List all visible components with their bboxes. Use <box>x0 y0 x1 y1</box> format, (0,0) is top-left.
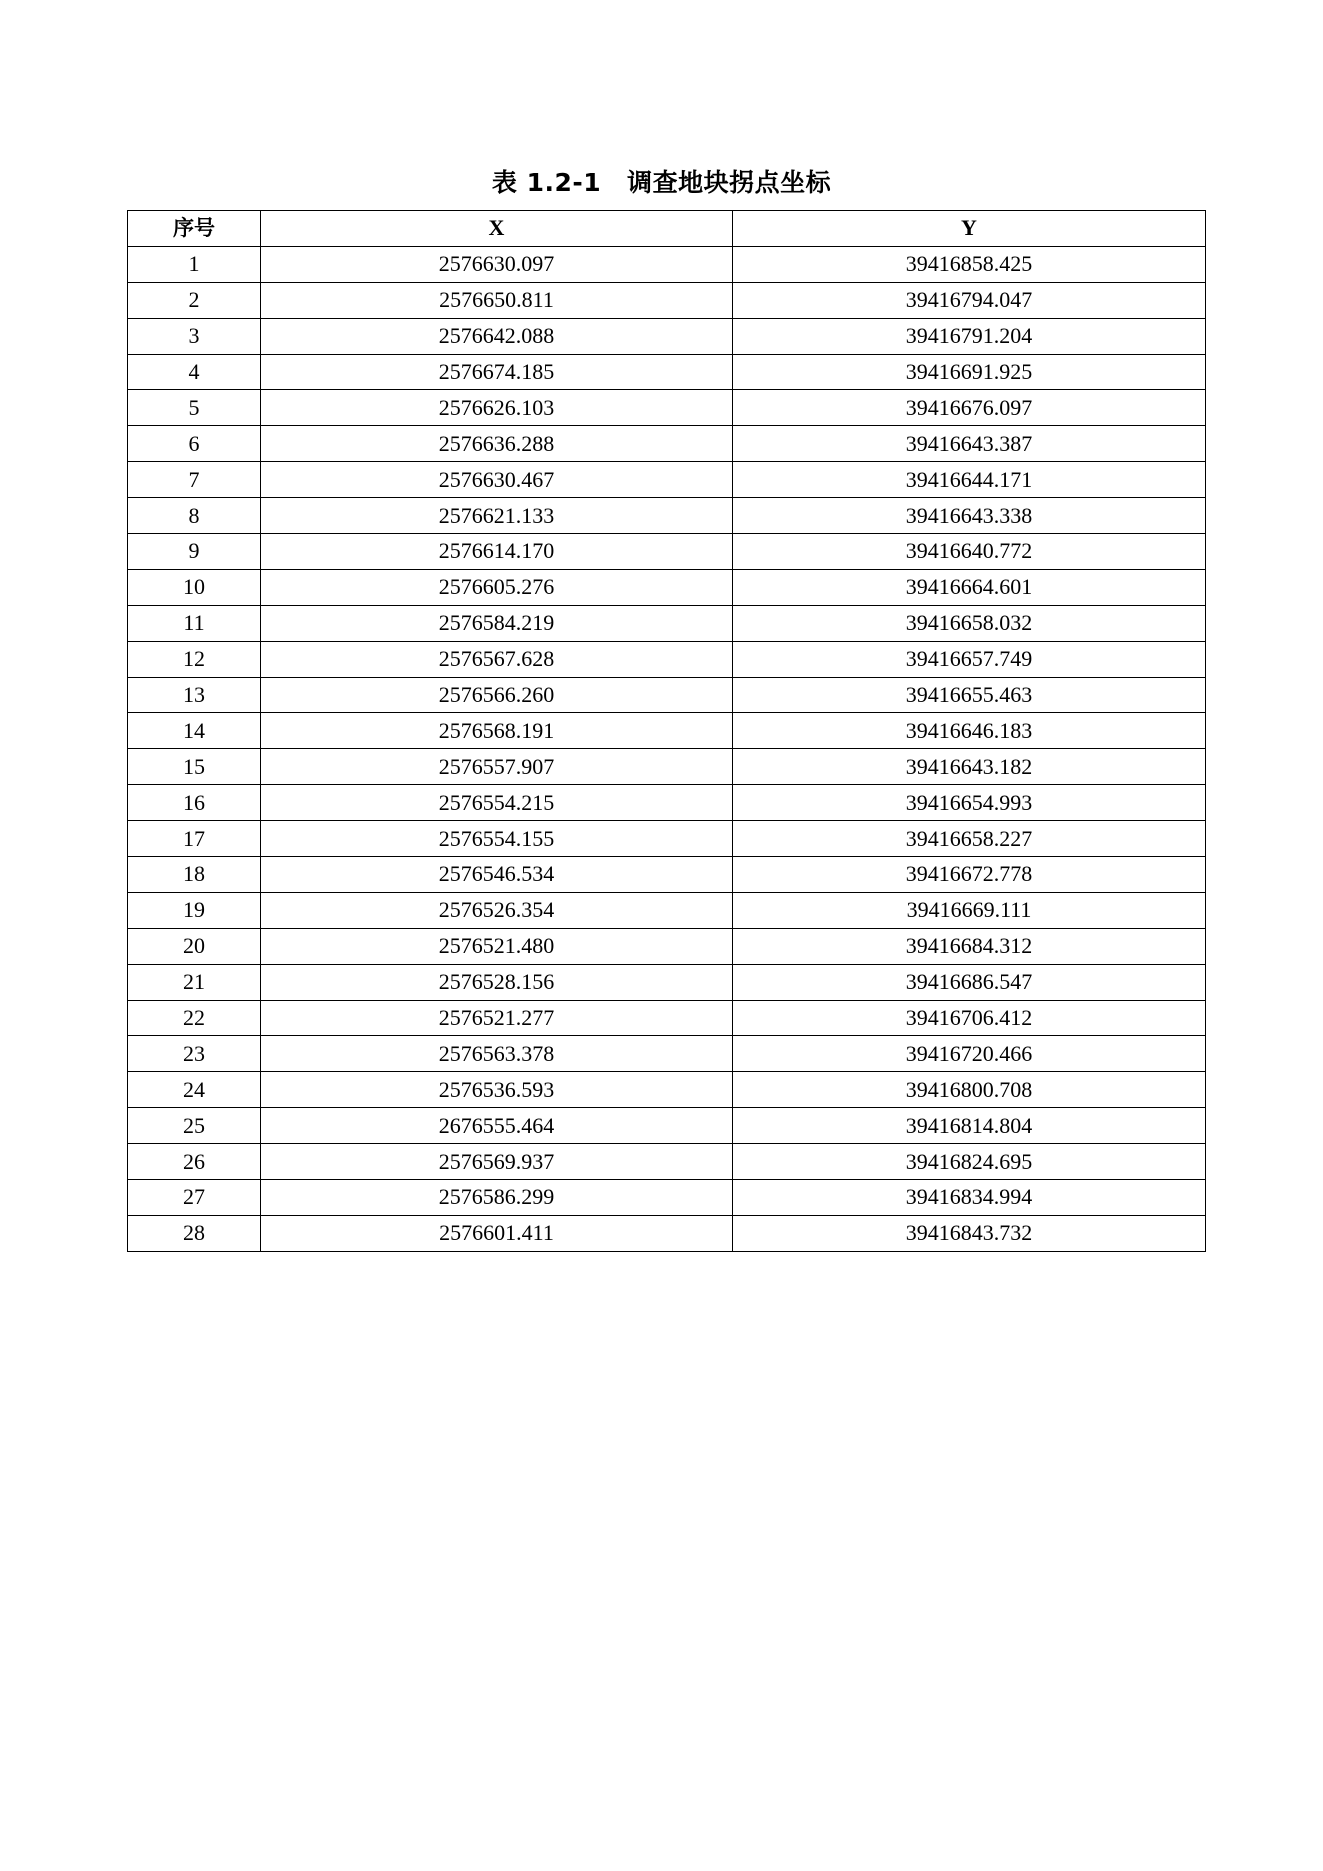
cell-index: 4 <box>128 354 261 390</box>
cell-y: 39416669.111 <box>733 892 1206 928</box>
cell-x: 2576568.191 <box>261 713 733 749</box>
cell-index: 24 <box>128 1072 261 1108</box>
table-row <box>128 785 1206 821</box>
cell-index: 20 <box>128 928 261 964</box>
table-row <box>128 246 1206 282</box>
table-number: 表 1.2-1 <box>491 168 602 197</box>
cell-x: 2576526.354 <box>261 892 733 928</box>
table-caption <box>0 166 1323 200</box>
table-row <box>128 1108 1206 1144</box>
cell-index: 3 <box>128 318 261 354</box>
cell-x: 2576521.277 <box>261 1000 733 1036</box>
table-row <box>128 964 1206 1000</box>
column-header-x: X <box>261 211 733 247</box>
table-row <box>128 821 1206 857</box>
cell-x: 2576569.937 <box>261 1144 733 1180</box>
cell-index: 22 <box>128 1000 261 1036</box>
cell-index: 15 <box>128 749 261 785</box>
cell-x: 2576621.133 <box>261 498 733 534</box>
cell-index: 18 <box>128 857 261 893</box>
cell-x: 2576521.480 <box>261 928 733 964</box>
cell-y: 39416644.171 <box>733 462 1206 498</box>
cell-y: 39416643.182 <box>733 749 1206 785</box>
table-row <box>128 318 1206 354</box>
table-row <box>128 1144 1206 1180</box>
cell-y: 39416643.338 <box>733 498 1206 534</box>
cell-y: 39416655.463 <box>733 677 1206 713</box>
cell-x: 2576528.156 <box>261 964 733 1000</box>
table-row <box>128 569 1206 605</box>
cell-index: 26 <box>128 1144 261 1180</box>
cell-y: 39416858.425 <box>733 246 1206 282</box>
cell-index: 6 <box>128 426 261 462</box>
cell-index: 25 <box>128 1108 261 1144</box>
cell-index: 19 <box>128 892 261 928</box>
cell-x: 2576605.276 <box>261 569 733 605</box>
cell-index: 11 <box>128 605 261 641</box>
cell-y: 39416676.097 <box>733 390 1206 426</box>
cell-x: 2576630.097 <box>261 246 733 282</box>
table-row <box>128 1000 1206 1036</box>
cell-x: 2576630.467 <box>261 462 733 498</box>
cell-index: 27 <box>128 1180 261 1216</box>
cell-index: 14 <box>128 713 261 749</box>
cell-y: 39416640.772 <box>733 534 1206 570</box>
cell-x: 2576554.155 <box>261 821 733 857</box>
cell-x: 2576601.411 <box>261 1215 733 1251</box>
cell-index: 28 <box>128 1215 261 1251</box>
cell-x: 2576614.170 <box>261 534 733 570</box>
cell-x: 2576642.088 <box>261 318 733 354</box>
table-row <box>128 857 1206 893</box>
cell-index: 16 <box>128 785 261 821</box>
cell-x: 2676555.464 <box>261 1108 733 1144</box>
table-row <box>128 498 1206 534</box>
cell-x: 2576554.215 <box>261 785 733 821</box>
table-row <box>128 605 1206 641</box>
cell-y: 39416658.227 <box>733 821 1206 857</box>
cell-y: 39416672.778 <box>733 857 1206 893</box>
cell-x: 2576626.103 <box>261 390 733 426</box>
cell-y: 39416691.925 <box>733 354 1206 390</box>
cell-index: 8 <box>128 498 261 534</box>
cell-x: 2576650.811 <box>261 282 733 318</box>
table-header-row <box>128 211 1206 247</box>
cell-y: 39416654.993 <box>733 785 1206 821</box>
cell-x: 2576636.288 <box>261 426 733 462</box>
cell-y: 39416706.412 <box>733 1000 1206 1036</box>
cell-index: 5 <box>128 390 261 426</box>
cell-y: 39416720.466 <box>733 1036 1206 1072</box>
cell-x: 2576566.260 <box>261 677 733 713</box>
table-row <box>128 1072 1206 1108</box>
table-row <box>128 354 1206 390</box>
cell-x: 2576567.628 <box>261 641 733 677</box>
table-row <box>128 426 1206 462</box>
cell-index: 1 <box>128 246 261 282</box>
cell-index: 17 <box>128 821 261 857</box>
cell-x: 2576563.378 <box>261 1036 733 1072</box>
cell-index: 9 <box>128 534 261 570</box>
cell-x: 2576546.534 <box>261 857 733 893</box>
cell-index: 23 <box>128 1036 261 1072</box>
cell-y: 39416794.047 <box>733 282 1206 318</box>
table-row <box>128 1215 1206 1251</box>
cell-index: 2 <box>128 282 261 318</box>
cell-y: 39416791.204 <box>733 318 1206 354</box>
table-row <box>128 892 1206 928</box>
coordinates-table <box>127 210 1206 1252</box>
table-row <box>128 390 1206 426</box>
table-title: 调查地块拐点坐标 <box>627 168 832 197</box>
cell-index: 7 <box>128 462 261 498</box>
table-row <box>128 1180 1206 1216</box>
cell-x: 2576584.219 <box>261 605 733 641</box>
table-row <box>128 749 1206 785</box>
cell-index: 13 <box>128 677 261 713</box>
cell-y: 39416843.732 <box>733 1215 1206 1251</box>
table-row <box>128 713 1206 749</box>
cell-y: 39416800.708 <box>733 1072 1206 1108</box>
table-row <box>128 677 1206 713</box>
table-body <box>128 246 1206 1251</box>
column-header-y: Y <box>733 211 1206 247</box>
cell-x: 2576586.299 <box>261 1180 733 1216</box>
cell-y: 39416657.749 <box>733 641 1206 677</box>
cell-y: 39416824.695 <box>733 1144 1206 1180</box>
cell-y: 39416664.601 <box>733 569 1206 605</box>
cell-y: 39416834.994 <box>733 1180 1206 1216</box>
cell-y: 39416646.183 <box>733 713 1206 749</box>
cell-index: 10 <box>128 569 261 605</box>
table-row <box>128 641 1206 677</box>
table-row <box>128 1036 1206 1072</box>
cell-x: 2576536.593 <box>261 1072 733 1108</box>
cell-y: 39416658.032 <box>733 605 1206 641</box>
cell-index: 21 <box>128 964 261 1000</box>
cell-y: 39416684.312 <box>733 928 1206 964</box>
table-row <box>128 534 1206 570</box>
table-row <box>128 462 1206 498</box>
table-row <box>128 928 1206 964</box>
cell-index: 12 <box>128 641 261 677</box>
cell-y: 39416686.547 <box>733 964 1206 1000</box>
cell-x: 2576557.907 <box>261 749 733 785</box>
table-row <box>128 282 1206 318</box>
cell-x: 2576674.185 <box>261 354 733 390</box>
cell-y: 39416643.387 <box>733 426 1206 462</box>
column-header-index: 序号 <box>128 211 261 247</box>
cell-y: 39416814.804 <box>733 1108 1206 1144</box>
